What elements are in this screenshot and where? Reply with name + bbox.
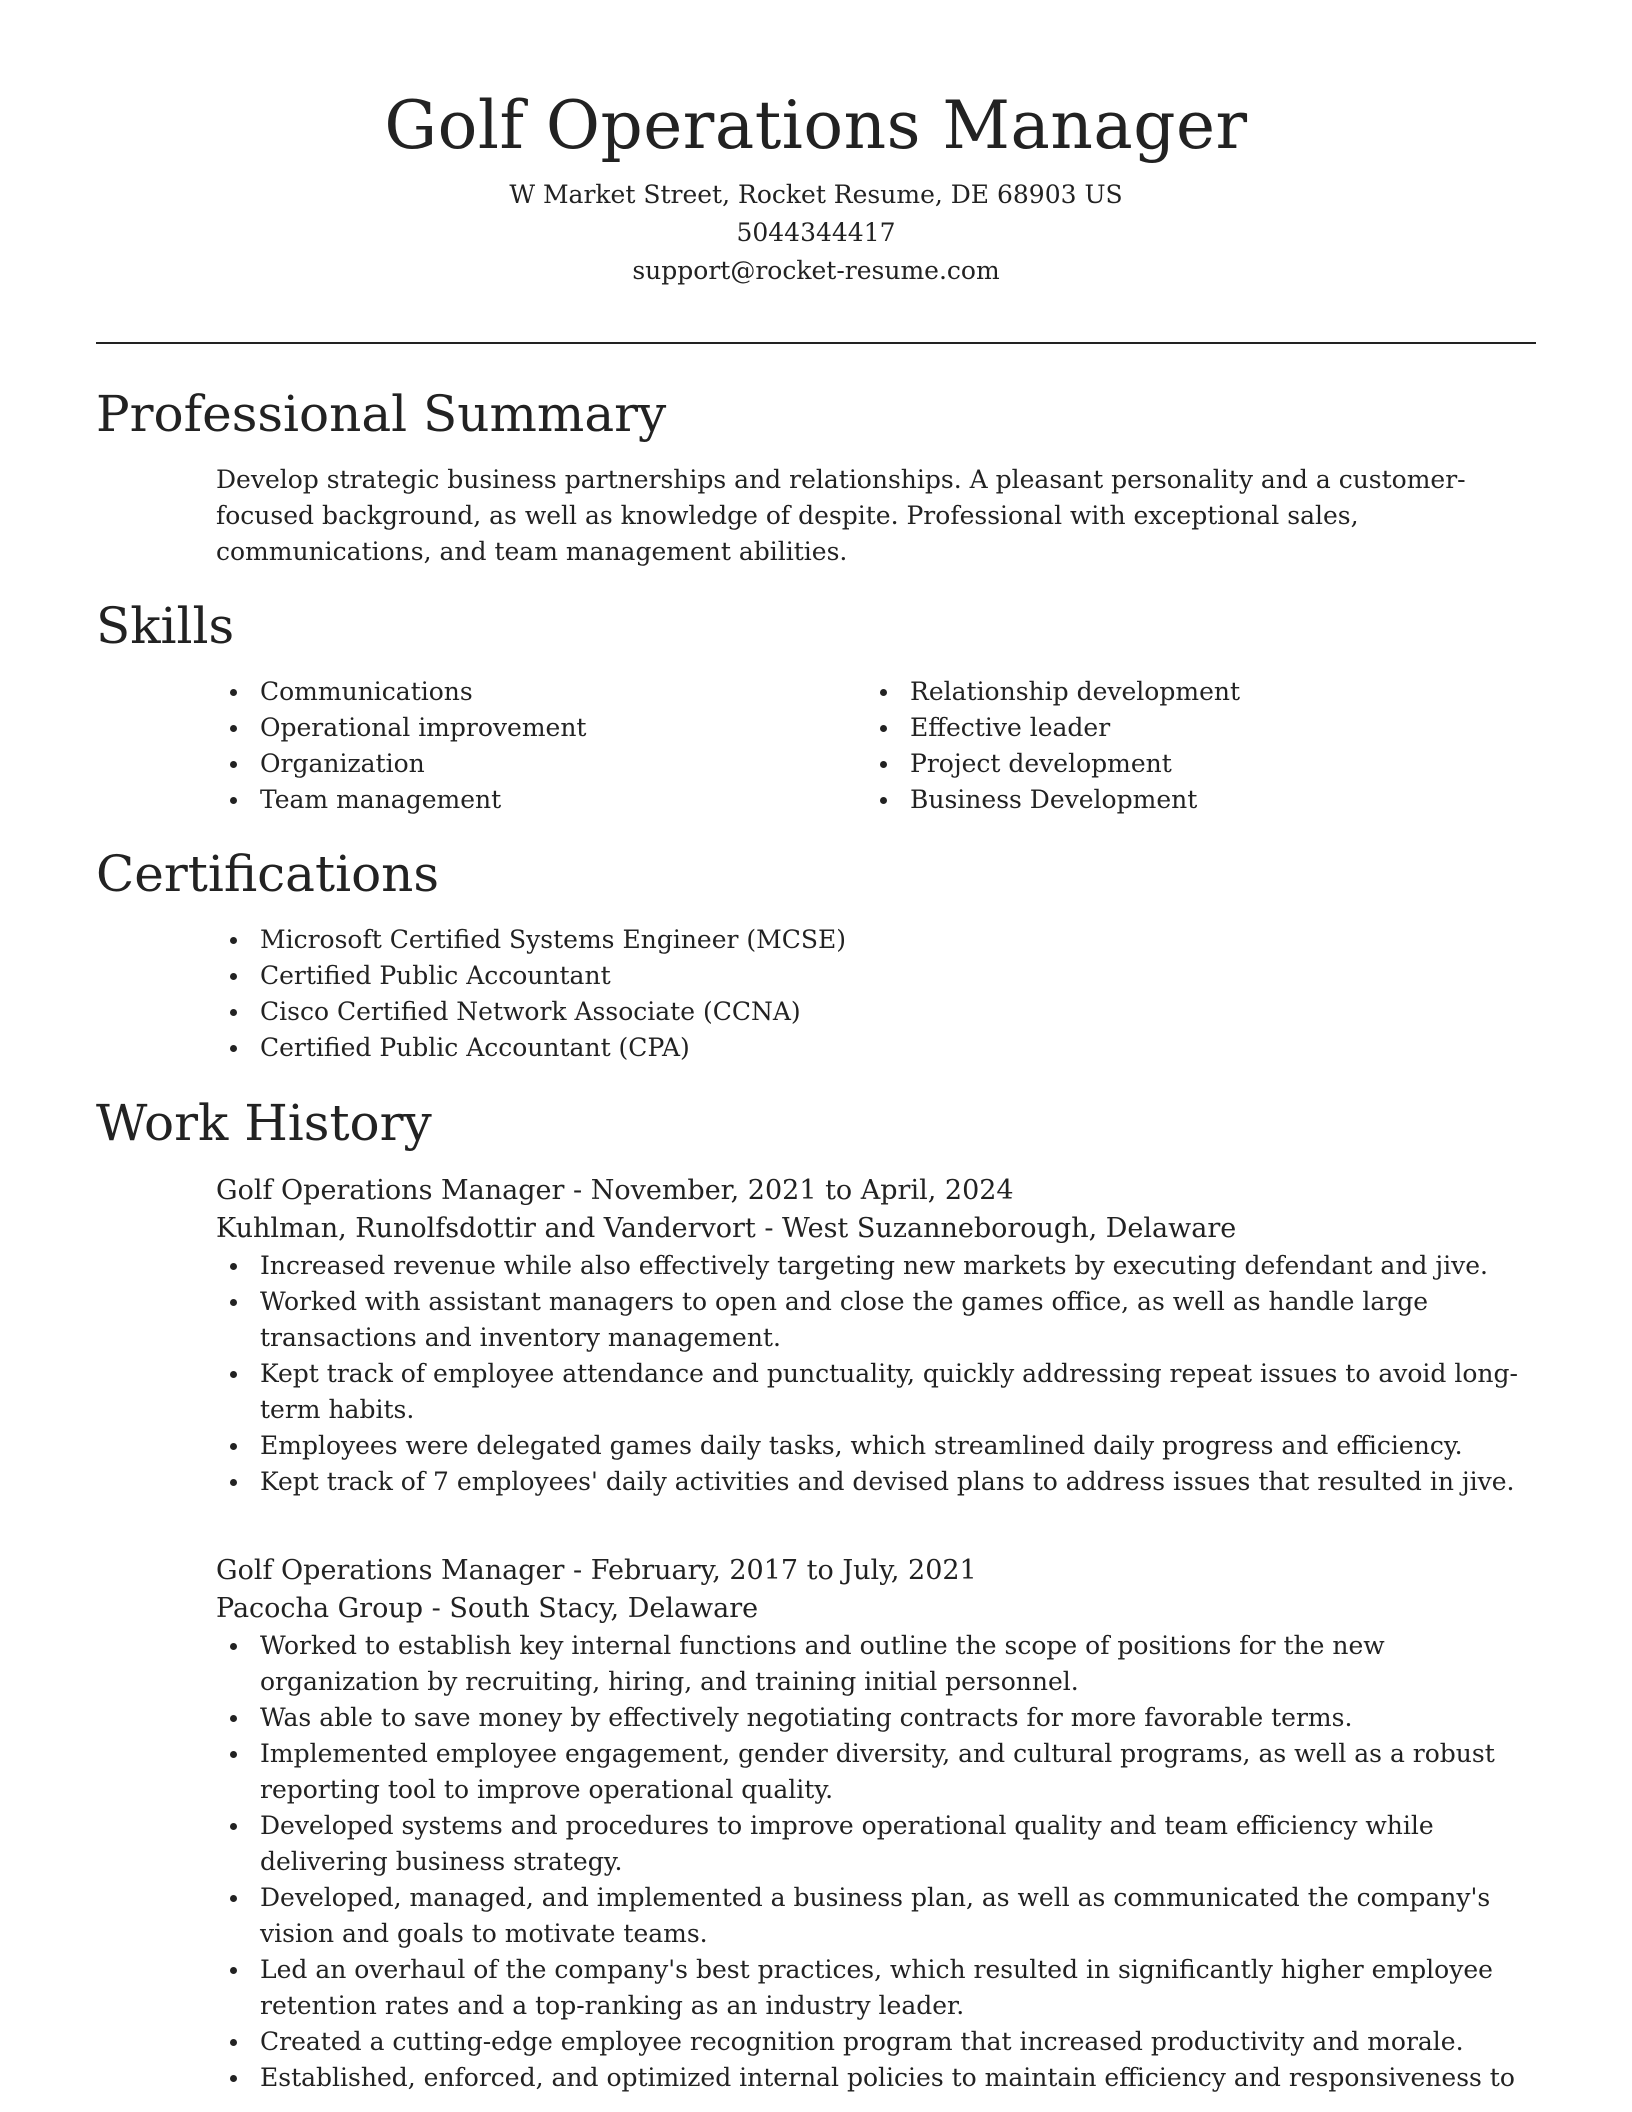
job-company: Pacocha Group <box>216 1593 424 1624</box>
job-title-line: Golf Operations Manager - November, 2021 to April, 2024 <box>216 1175 1014 1206</box>
job-duty-item: Increased revenue while also effectively targeting new markets by executing defendant and jive. <box>216 1248 1536 1284</box>
skill-item: Project development <box>866 746 1506 782</box>
job-duty-item: Employees were delegated games daily tasks, which streamlined daily progress and efficiency. <box>216 1428 1536 1464</box>
job-location: West Suzanneborough, Delaware <box>782 1213 1237 1244</box>
job-duty-item: Developed systems and procedures to improve operational quality and team efficiency while delivering business strategy. <box>216 1808 1536 1880</box>
candidate-name: Golf Operations Manager <box>384 87 1248 164</box>
skills-heading: Skills <box>96 597 235 655</box>
job-duty-item: Worked with assistant managers to open and close the games office, as well as handle large transactions and inventory management. <box>216 1284 1536 1356</box>
job-location: South Stacy, Delaware <box>449 1593 759 1624</box>
certification-item: Certified Public Accountant <box>216 958 1536 994</box>
job-entry <box>216 1172 1536 1500</box>
certification-item: Cisco Certified Network Associate (CCNA) <box>216 994 1536 1030</box>
job-entry <box>216 1552 1536 2096</box>
summary-section <box>216 462 1536 570</box>
certifications-section <box>216 922 1536 1066</box>
job-duty-item: Kept track of employee attendance and punctuality, quickly addressing repeat issues to avoid long-term habits. <box>216 1356 1536 1428</box>
skill-item: Effective leader <box>866 710 1506 746</box>
skills-column-left <box>216 674 856 818</box>
skill-item: Relationship development <box>866 674 1506 710</box>
resume-header <box>96 82 1536 290</box>
skills-column-right <box>866 674 1506 818</box>
contact-address: W Market Street, Rocket Resume, DE 68903 US <box>509 180 1123 209</box>
job-title: Golf Operations Manager <box>216 1175 565 1206</box>
job-title-line: Golf Operations Manager - February, 2017 to July, 2021 <box>216 1555 977 1586</box>
contact-email: support@rocket-resume.com <box>632 256 1000 285</box>
job-title: Golf Operations Manager <box>216 1555 565 1586</box>
job-duties <box>216 1248 1536 1500</box>
skill-item: Business Development <box>866 782 1506 818</box>
job-duty-item: Was able to save money by effectively negotiating contracts for more favorable terms. <box>216 1700 1536 1736</box>
job-duties <box>216 1628 1536 2096</box>
summary-text: Develop strategic business partnerships and relationships. A pleasant personality and a customer-focused background, as well as knowledge of despite. Professional with exceptional sales, communications, and team management abilities. <box>216 465 1466 566</box>
summary-heading: Professional Summary <box>96 385 667 443</box>
job-dates: February, 2017 to July, 2021 <box>590 1555 977 1586</box>
skill-item: Organization <box>216 746 856 782</box>
job-duty-item: Led an overhaul of the company's best practices, which resulted in significantly higher employee retention rates and a top-ranking as an industry leader. <box>216 1952 1536 2024</box>
work-history-heading: Work History <box>96 1094 432 1152</box>
job-duty-item: Implemented employee engagement, gender diversity, and cultural programs, as well as a robust reporting tool to improve operational quality. <box>216 1736 1536 1808</box>
certification-item: Microsoft Certified Systems Engineer (MCSE) <box>216 922 1536 958</box>
job-company: Kuhlman, Runolfsdottir and Vandervort <box>216 1213 756 1244</box>
job-duty-item: Kept track of 7 employees' daily activities and devised plans to address issues that resulted in jive. <box>216 1464 1536 1500</box>
header-divider <box>96 342 1536 344</box>
certifications-heading: Certifications <box>96 845 440 903</box>
certification-item: Certified Public Accountant (CPA) <box>216 1030 1536 1066</box>
job-duty-item: Worked to establish key internal functions and outline the scope of positions for the new organization by recruiting, hiring, and training initial personnel. <box>216 1628 1536 1700</box>
skill-item: Team management <box>216 782 856 818</box>
contact-info <box>96 176 1536 290</box>
skill-item: Operational improvement <box>216 710 856 746</box>
contact-phone: 5044344417 <box>736 218 896 247</box>
job-company-line: Pacocha Group - South Stacy, Delaware <box>216 1593 759 1624</box>
skill-item: Communications <box>216 674 856 710</box>
job-duty-item: Developed, managed, and implemented a business plan, as well as communicated the company's vision and goals to motivate teams. <box>216 1880 1536 1952</box>
job-duty-item: Created a cutting-edge employee recognition program that increased productivity and morale. <box>216 2024 1536 2060</box>
job-dates: November, 2021 to April, 2024 <box>590 1175 1014 1206</box>
job-company-line: Kuhlman, Runolfsdottir and Vandervort - West Suzanneborough, Delaware <box>216 1213 1237 1244</box>
job-duty-item: Established, enforced, and optimized internal policies to maintain efficiency and responsiveness to <box>216 2060 1536 2096</box>
